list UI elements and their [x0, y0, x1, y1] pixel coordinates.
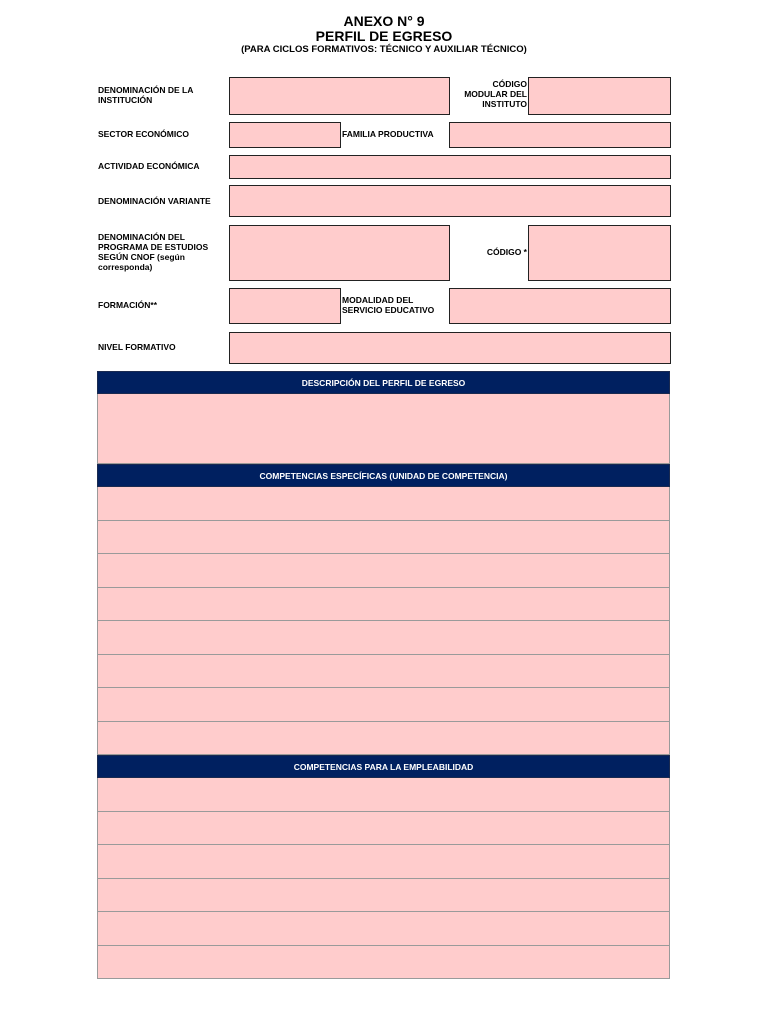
- employability-row[interactable]: [97, 912, 670, 946]
- level-field[interactable]: [229, 332, 671, 364]
- employability-header: COMPETENCIAS PARA LA EMPLEABILIDAD: [97, 755, 670, 778]
- employability-row[interactable]: [97, 946, 670, 980]
- specific-competency-row[interactable]: [97, 487, 670, 521]
- description-header: DESCRIPCIÓN DEL PERFIL DE EGRESO: [97, 371, 670, 394]
- formation-label: FORMACIÓN**: [98, 300, 158, 310]
- activity-label: ACTIVIDAD ECONÓMICA: [98, 161, 200, 171]
- specific-competency-row[interactable]: [97, 621, 670, 655]
- institution-field[interactable]: [229, 77, 450, 115]
- specific-competency-row[interactable]: [97, 688, 670, 722]
- specific-competency-row[interactable]: [97, 722, 670, 756]
- annex-number: ANEXO N° 9: [343, 13, 425, 29]
- employability-row[interactable]: [97, 812, 670, 846]
- variant-field[interactable]: [229, 185, 671, 217]
- employability-row[interactable]: [97, 879, 670, 913]
- modular-code-label: CÓDIGO MODULAR DEL INSTITUTO: [464, 79, 527, 109]
- specific-competency-row[interactable]: [97, 588, 670, 622]
- institution-label: DENOMINACIÓN DE LA INSTITUCIÓN: [98, 85, 194, 105]
- profile-table: [97, 371, 670, 979]
- activity-field[interactable]: [229, 155, 671, 179]
- code-label: CÓDIGO *: [486, 247, 527, 257]
- program-label: DENOMINACIÓN DEL PROGRAMA DE ESTUDIOS SEGÚN CNOF (según corresponda): [98, 232, 209, 272]
- page-subtitle: (PARA CICLOS FORMATIVOS: TÉCNICO Y AUXILIAR TÉCNICO): [241, 44, 527, 55]
- sector-field[interactable]: [229, 122, 341, 148]
- variant-label: DENOMINACIÓN VARIANTE: [98, 196, 211, 206]
- family-field[interactable]: [449, 122, 671, 148]
- description-cell[interactable]: [97, 394, 670, 464]
- formation-field[interactable]: [229, 288, 341, 324]
- code-field[interactable]: [528, 225, 671, 281]
- modality-field[interactable]: [449, 288, 671, 324]
- employability-row[interactable]: [97, 778, 670, 812]
- specific-competencies-header: COMPETENCIAS ESPECÍFICAS (UNIDAD DE COMPETENCIA): [97, 464, 670, 487]
- specific-competency-row[interactable]: [97, 521, 670, 555]
- modality-label: MODALIDAD DEL SERVICIO EDUCATIVO: [342, 295, 435, 315]
- page-title: PERFIL DE EGRESO: [315, 28, 453, 44]
- employability-row[interactable]: [97, 845, 670, 879]
- sector-label: SECTOR ECONÓMICO: [98, 129, 189, 139]
- level-label: NIVEL FORMATIVO: [98, 342, 176, 352]
- family-label: FAMILIA PRODUCTIVA: [342, 129, 434, 139]
- program-field[interactable]: [229, 225, 450, 281]
- specific-competency-row[interactable]: [97, 655, 670, 689]
- modular-code-field[interactable]: [528, 77, 671, 115]
- specific-competency-row[interactable]: [97, 554, 670, 588]
